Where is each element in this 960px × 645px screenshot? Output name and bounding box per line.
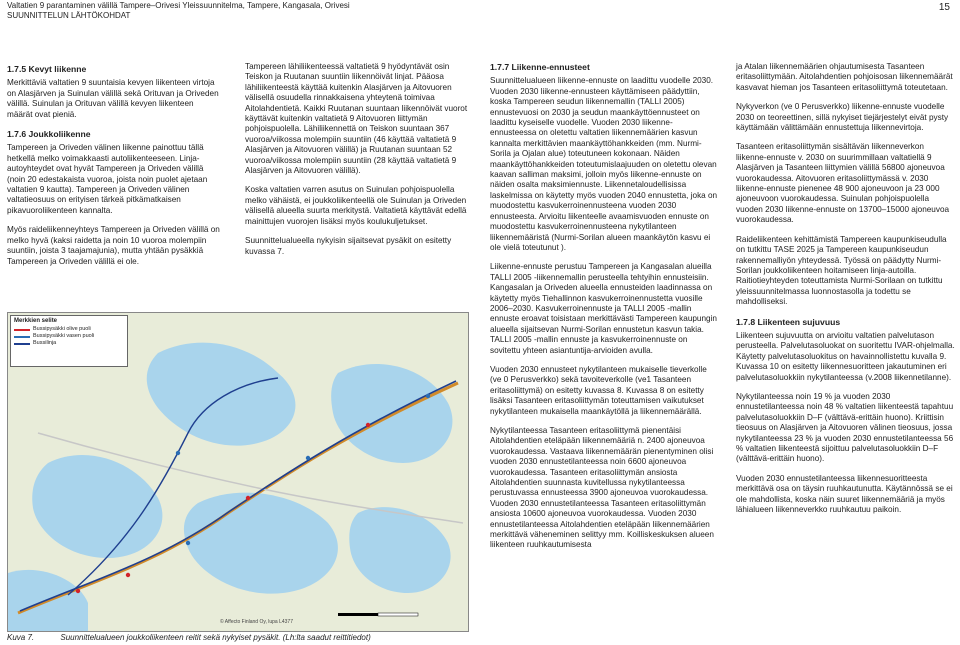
paragraph: Suunnittelualueen liikenne-ennuste on laadittu vuodelle 2030. Vuoden 2030 liikenne-ennusteen käyttämiseen päädyttiin, koska Tampereen seudun liikennemallin (TALLI 2005) ennustevuosi on 2030 ja seudun maankäyttöennusteet on laadittu kyseiselle vuodelle. Vuoden 2030 liikenne-ennusteessa on oletettu valtatien liikennemäärien kasvun kannalta merkittävien maankäyttöhankkeiden (mm. Nurmi-Sorila ja Ojalan alue) toteutuneen kokonaan. Näiden maankäyttöhankkeiden toteutumislaajuuden on oletettu olevan kaavan salliman maksimi, jolloin myös liikenne-ennuste on näiden osalta maksimiennuste. Liikennetaloudellisissa laskelmissa on käytetty myös vuoden 2040 ennustetta, joka on muodostettu kasvukerroinennusteena vuoden 2030 ennusteesta. Arvioitu liikenteelle avaamisvuoden ennuste on muodostettu kasvukerroinennusteena nykytilanteen liikennemääristä (Nurmi-Sorilan alueen maankäytön kasvu ei ole vielä toteutunut ). bbox=[490, 76, 718, 252]
paragraph: Suunnittelualueella nykyisin sijaitsevat pysäkit on esitetty kuvassa 7. bbox=[245, 236, 452, 256]
bus-stop-left bbox=[426, 394, 430, 398]
column-2 bbox=[245, 62, 475, 266]
figure-caption bbox=[7, 633, 371, 642]
map-legend bbox=[10, 315, 128, 367]
figure-caption-text: Suunnittelualueen joukkoliikenteen reitit sekä nykyiset pysäkit. (Lh:lta saadut reittitiedot) bbox=[60, 633, 371, 642]
transit-map bbox=[7, 312, 469, 632]
bus-stop-left bbox=[176, 451, 180, 455]
paragraph: Koska valtatien varren asutus on Suinulan pohjoispuolella melko vähäistä, ei joukkoliikenteellä ole Suinulan ja Oriveden välisellä alueella suurta merkitystä. Valtatietä käyttävät edellä mainittujen vuorojen lisäksi myös koulukuljetukset. bbox=[245, 185, 467, 226]
document-section: SUUNNITTELUN LÄHTÖKOHDAT bbox=[7, 11, 131, 20]
legend-swatch bbox=[14, 329, 30, 331]
heading-1-7-7: 1.7.7 Liikenne-ennusteet bbox=[490, 62, 590, 72]
column-1 bbox=[7, 64, 221, 276]
bus-stop-right bbox=[366, 423, 370, 427]
paragraph: Tampereen lähiliikenteessä valtatietä 9 hyödyntävät osin Teiskon ja Ruutanan suuntiin liikennöivät linjat. Pääosa lähiliikenteestä käyttää kuitenkin Alasjärven ja Aitovuoren välisellä osuudella rinnakkaisena yhteytenä toimivaa Aitolahdentietä. Kaikki Ruutanan suuntaan liikennöivät vuorot käyttävät kuitenkin valtatietä 9 Aitovuoren liittymän pohjoispuolella. Lähiliikennettä on Teiskon suuntaan 367 vuoroa/viikossa molempiin suuntiin (46 käyttää valtatietä 9 Alasjärven ja Aitovuoren välillä) ja Ruutanan suuntaan 52 vuoroa/viikossa molempiin suuntiin (28 käyttää valtatietä 9 Alasjärven ja Aitovuoren välillä). bbox=[245, 62, 468, 176]
paragraph: Myös raideliikenneyhteys Tampereen ja Oriveden välillä on melko hyvä (kaksi raidetta ja noin 10 vuoroa molempiin suuntiin, joista 3 taajamajunia), mutta yhtään pysäkkiä Tampereen ja Oriveden välillä ei ole. bbox=[7, 225, 220, 266]
bus-stop-left bbox=[186, 541, 190, 545]
paragraph: Liikenne-ennuste perustuu Tampereen ja Kangasalan alueilla TALLI 2005 -liikennemallin perusteella tehtyihin ennusteisiin. Kangasalan ja Oriveden alueella ennusteiden laadinnassa on käytetty myös Tiehallinnon kasvukerroinennustetta vuosille 2006–2030. Kasvukerroinennuste ja TALLI 2005 -mallin ennuste eroavat toisistaan merkittävästi Tampereen kaupungin alueella sijaitsevan Nurmi-Sorilan ennustetun kasvun takia. TALLI 2005 -mallin ennuste ja kasvukerroinennuste on sovitettu yhteen asiantuntija-arvioiden avulla. bbox=[490, 262, 717, 355]
paragraph: Liikenteen sujuvuutta on arvioitu valtatien palvelutason perusteella. Palvelutasoluokat on suoritettu IVAR-ohjelmalla. Käytetty palvelutasoluokitus on havainnollistettu kuvalla 9. Kuvassa 10 on esitetty liikennesuoritteen jakautuminen eri palvelutasoluokkiin nykytilanteessa (v.2008 liikennetilanne). bbox=[736, 330, 955, 382]
legend-row bbox=[14, 326, 124, 333]
heading-1-7-6: 1.7.6 Joukkoliikenne bbox=[7, 129, 91, 140]
paragraph: Nykytilanteessa noin 19 % ja vuoden 2030 ennustetilanteessa noin 48 % valtatien liikenteestä tapahtuu palvelutasoluokkiin D–F (välttävä-erittäin huono). Kriittisin tieosuus on Alasjärven ja Aitovuoren välinen tieosuus, jossa nykytilanteessa 23 % ja vuoden 2030 ennustetilanteessa 56 % valtatien liikenteestä sijoittuu palvelutasoluokkiin D–F (välttävä-erittäin huono). bbox=[736, 391, 954, 464]
paragraph: Vuoden 2030 ennustetilanteessa liikennesuoritteesta merkittävä osa on täysin ruuhkautunutta. Käytännössä se ei ole mahdollista, koska näin suuret liikennemääriä ja myös lähialueen liikenneverkko ruuhkautuu paikoin. bbox=[736, 473, 953, 515]
bus-stop-right bbox=[126, 573, 130, 577]
paragraph: Raideliikenteen kehittämistä Tampereen kaupunkiseudulla on tutkittu TASE 2025 ja Tampereen kaupunkiseudun rakennemalliyön yhteydessä. Työssä on päädytty Nurmi-Sorilan joukkoliikenteen hoitamiseen linja-autoilla. Raitiotieyhteyden toteuttamista Nurmi-Sorilaan on tutkittu yleissuunnitelmassa luonnostasolla ja todettu se mahdolliseksi. bbox=[736, 234, 947, 307]
legend-label: Bussipysäkki olive puoli bbox=[33, 326, 91, 332]
paragraph: ja Atalan liikennemäärien ohjautumisesta Tasanteen eritasoliittymään. Aitolahdentien pohjoisosan liikennemäärät kasvavat hieman jos Tasanteen eritasoliittymä toteutetaan. bbox=[736, 62, 953, 92]
legend-row bbox=[14, 340, 124, 347]
column-3 bbox=[490, 62, 718, 560]
paragraph: Tampereen ja Oriveden välinen liikenne painottuu tällä hetkellä melko voimakkaasti autoliikenteeseen. Linja-autoyhteydet ovat hyvät Tampereen ja Oriveden välillä (noin 20 edestakaista vuoroa, joista noin puolet ajetaan valtatien 9 kautta). Tampereen ja Oriveden välinen valtatieosuus on erityisen tärkeä pitkämatkaisen pikavuoroliikenteen kannalta. bbox=[7, 143, 208, 215]
document-header bbox=[7, 1, 350, 21]
paragraph: Nykyverkon (ve 0 Perusverkko) liikenne-ennuste vuodelle 2030 on teoreettinen, sillä nykyiset tiejärjestelyt eivät pysty käyttämään välittämään ennustettuja liikennevirtoja. bbox=[736, 102, 949, 133]
paragraph: Merkittäviä valtatien 9 suuntaisia kevyen liikenteen virtoja on Alasjärven ja Suinulan välillä sekä Orituvan ja Oriveden välillä. Suinulan ja Orituvan välillä kevyen liikenteen määrät ovat pieniä. bbox=[7, 78, 219, 119]
legend-swatch bbox=[14, 343, 30, 345]
paragraph: Vuoden 2030 ennusteet nykytilanteen mukaiselle tieverkolle (ve 0 Perusverkko) sekä tavoiteverkolle (ve1 Tasanteen eritasoliittymä) on esitetty kuvassa 8. Kuvassa 8 on esitetty lisäksi Tasanteen eritasoliittymän toteuttamisen vaikutukset nykytilanteen mukaisella maankäytöllä ja liikennemäärällä. bbox=[490, 364, 707, 416]
bus-stop-left bbox=[306, 456, 310, 460]
map-copyright: © Affecto Finland Oy, lupa L4377 bbox=[220, 619, 293, 625]
scale-bar bbox=[378, 613, 418, 616]
bus-stop-right bbox=[246, 496, 250, 500]
legend-swatch bbox=[14, 336, 30, 338]
document-title: Valtatien 9 parantaminen välillä Tampere–Orivesi Yleissuunnitelma, Tampere, Kangasala, Orivesi bbox=[7, 1, 350, 10]
paragraph: Nykytilanteessa Tasanteen eritasoliittymä pienentäisi Aitolahdentien eteläpään liikennemääriä n. 2400 ajoneuvoa vuorokaudessa. Vastaava liikennemäärän pienentyminen olisi vuoden 2030 ennustetilanteessa noin 6600 ajoneuvoa vuorokaudessa. Tasanteen eritasoliittymän ansiosta Aitolahdentien suunnasta kuvitellussa nykytilanteessa perustuvassa ennusteessa 3900 ajoneuvoa vuorokaudessa. Vuoden 2030 ennustetilanteessa Tasanteen eritasoliittymän ansiosta 10600 ajoneuvoa vuorokaudessa. Vuoden 2030 ennustetilanteessa Aitolahdentien eteläpään liikennemäärien merkittävä väheneminen selittyy mm. Koilliskeskuksen alueen liikenteen ruuhkautumisesta bbox=[490, 426, 714, 550]
scale-bar bbox=[338, 613, 378, 616]
page-number: 15 bbox=[938, 2, 950, 13]
legend-row bbox=[14, 333, 124, 340]
figure-number: Kuva 7. bbox=[7, 633, 35, 642]
legend-label: Bussipysäkki vasen puoli bbox=[33, 333, 95, 339]
paragraph: Tasanteen eritasoliittymän sisältävän liikenneverkon liikenne-ennuste v. 2030 on suurimmillaan valtatiellä 9 Alasjärven ja Tasanteen liittymien välillä 56800 ajoneuvoa vuorokaudessa. Aitovuoren eritasoliittymässä v. 2030 liikenne-ennuste pienenee 48 900 ajoneuvoon ja 23 000 ajoneuvoon vuorokaudessa. Suinulan pohjoispuolella vuoden 2030 liikenne-ennuste on 13700–15000 ajoneuvoa vuorokaudessa. bbox=[736, 142, 950, 225]
legend-label: Bussilinja bbox=[33, 340, 57, 346]
heading-1-7-5: 1.7.5 Kevyt liikenne bbox=[7, 64, 87, 74]
column-4 bbox=[736, 62, 956, 524]
bus-stop-right bbox=[76, 589, 80, 593]
heading-1-7-8: 1.7.8 Liikenteen sujuvuus bbox=[736, 316, 841, 327]
legend-title: Merkkien selite bbox=[14, 318, 58, 324]
